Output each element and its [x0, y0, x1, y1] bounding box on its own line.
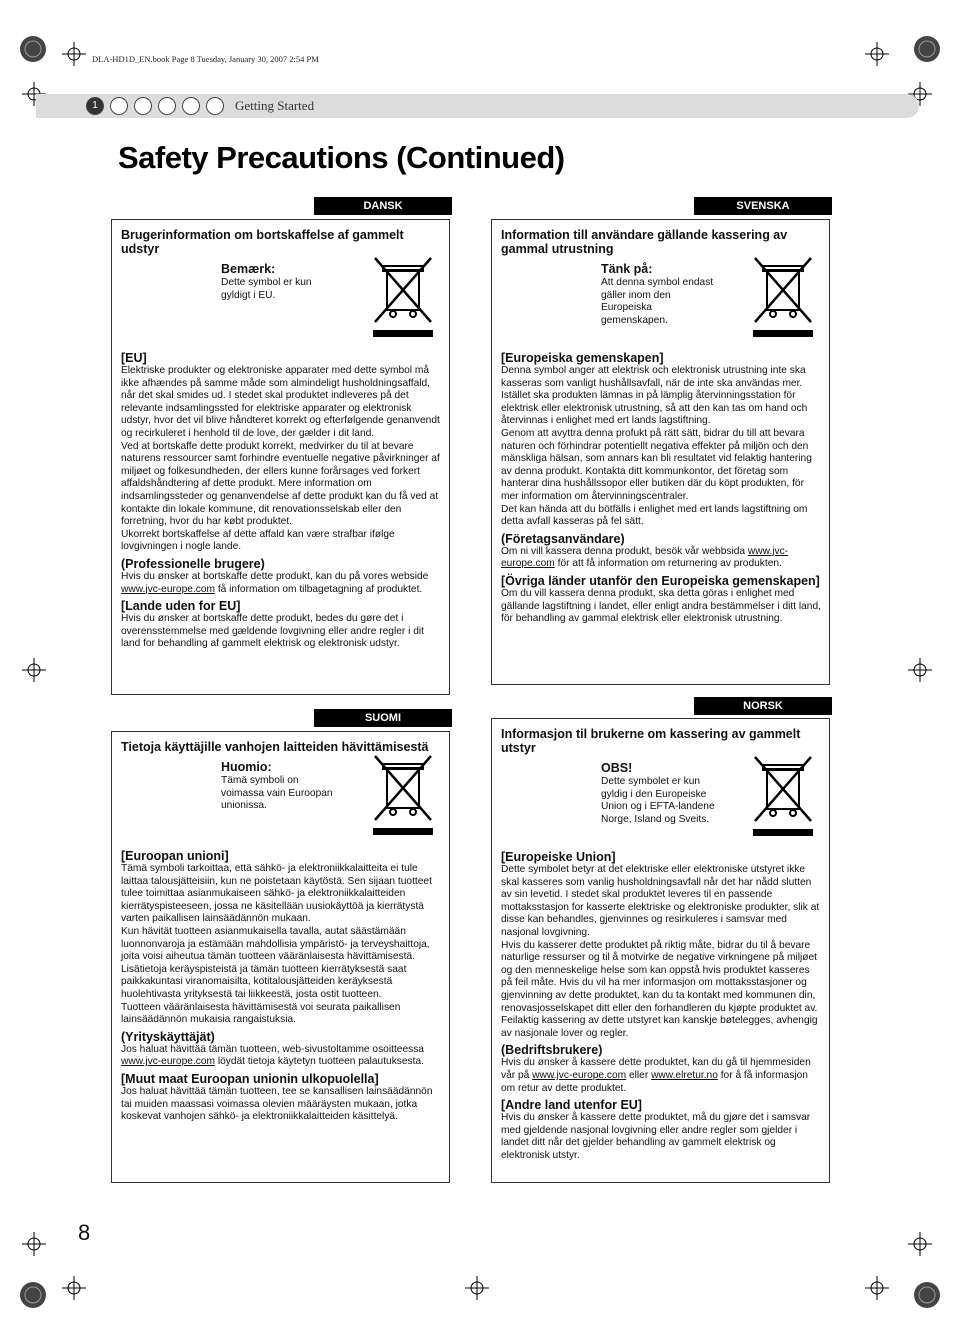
- section-body: Dette symbolet betyr at det elektriske eller elektroniske utstyret ikke skal kasseres som vanlig husholdningsavfall når det har nådd slutten av sin levetid. I stedet skal produktet leveres til en passende mottaksstasjon for kasserte elektriske og elektroniske produkter, slik at disse kan behandles, gjenvinnes og resirkuleres i samsvar med nasjonal lovgivning. Hvis du kasserer dette produktet på riktig måte, bidrar du til å bevare naturlige ressurser og til å motvirke de negative virkningene på miljøet og den menneskelige helse som kan oppstå hvis produktet kasseres på feil måte. Hvis du vil ha mer informasjon om mottaksstasjoner og gjenvinning av dette produktet, kan du ta kontakt med kommunen din, renovasjosselskapet ditt eller den forhandleren du kjøpte produktet av. Feilaktig kassering av dette utstyret kan kanskje bøtelegges, avhengig av nasjonale lover og regler.: [501, 864, 820, 1039]
- card-title: Tietoja käyttäjille vanhojen laitteiden hävittämisestä: [121, 740, 429, 754]
- website-link[interactable]: www.elretur.no: [651, 1069, 718, 1081]
- card-title: Information till användare gällande kassering av gammal utrustning: [501, 228, 788, 256]
- section-heading: [Euroopan unioni]: [121, 849, 229, 863]
- section-heading: [Europeiska gemenskapen]: [501, 351, 664, 365]
- corner-sunburst-mark: [912, 34, 942, 64]
- section-heading: [Övriga länder utanför den Europeiska gemenskapen]: [501, 573, 820, 588]
- section-heading: [EU]: [121, 351, 147, 365]
- section-heading: (Yrityskäyttäjät): [121, 1029, 215, 1044]
- notice-text: Dette symbol er kun gyldigt i EU.: [221, 277, 312, 301]
- notice: [501, 761, 821, 847]
- section-body: Hvis du ønsker at bortskaffe dette produkt, bedes du gøre det i overensstemmelse med gældende lovgivning eller andre regler i dit land for behandling af gammelt elektrisk og elektronisk udstyr.: [121, 613, 424, 650]
- notice: [121, 262, 441, 348]
- website-link[interactable]: www.jvc-europe.com: [121, 583, 215, 595]
- tab-dansk: DANSK: [314, 197, 452, 215]
- crosshair-mark: [62, 1276, 86, 1300]
- section-body: Om du vill kassera denna produkt, ska detta göras i enlighet med gällande lagstiftning i landet, eller enligt andra bestämmelser i ditt land, för behandling av gammal elektrisk eller elektronisk utrustning.: [501, 587, 821, 625]
- corner-sunburst-mark: [912, 1280, 942, 1310]
- section-body: Denna symbol anger att elektrisk och elektronisk utrustning inte ska kasseras som vanligt hushållsavfall, när de inte ska användas mer. Istället ska produkten lämnas in på lämplig återvinningsstation för elektrisk eller elektronisk utrustning, så att den kan tas om hand och återvinnas i enlighet med ert lands lagstiftning. Genom att avyttra denna profukt på rätt sätt, bidrar du till att bevara naturen och förhindrar potentiellt negativa effekter på miljön och den mänskliga hälsan, som annars kan bli resultatet vid felaktig hantering av denna produkt. Kontakta ditt kommunkontor, det företag som hanterar dina hushållssopor eller butiken där du köpt produkten, för mer information om återvinningscentraler. Det kan hända att du bötfälls i enlighet med ert lands lagstiftning om detta avfall kasseras på fel sätt.: [501, 365, 812, 528]
- website-link[interactable]: www.jvc-europe.com: [121, 1056, 215, 1068]
- notice-label: Bemærk:: [221, 262, 276, 276]
- section-body: Tämä symboli tarkoittaa, että sähkö- ja elektroniikkalaitteita ei tule laittaa talousjätteisiin, kun ne poistetaan käytöstä. Sen sijaan tuotteet tulee toimittaa asianmukaiseen sähkö- ja elektroniikkalaitteiden kierrätyspisteeseen, jossa ne käsitellään uusiokäyttöä ja kierrätystä varten paikallisen lainsäädännön mukaan. Kun hävität tuotteen asianmukaisella tavalla, autat säästämään luonnonvaroja ja estämään mahdollisia ympäristö- ja terveyshaittoja, joita voisi aiheutua tämän tuotteen vääränlaisesta hävittämisestä. Lisätietoja keräyspisteistä ja tämän tuotteen kierrätyksestä saat paikkakuntasi viranomaisilta, kotitalousjätteiden keräyksestä huolehtivasta yrityksestä tai liikkeestä, josta ostit tuotteen. Tuotteen vääränlaisesta hävittämisestä voi seurata paikallisen lainsäädännön mukaisia rangaistuksia.: [121, 863, 432, 1026]
- crossed-bin-icon: [371, 256, 435, 342]
- section-heading: (Professionelle brugere): [121, 556, 265, 571]
- crosshair-mark: [865, 42, 889, 66]
- section-body: Hvis du ønsker at bortskaffe dette produkt, kan du på vores webside www.jvc-europe.com få information om tilbagetagning af produktet.: [121, 570, 429, 595]
- crossed-bin-icon: [371, 754, 435, 840]
- notice-text: Dette symbolet er kun gyldig i den Europeiske Union og i EFTA-landene Norge, Island og Sveits.: [601, 776, 715, 825]
- section-body: Hvis du ønsker å kassere dette produktet, kan du gå til hjemmesiden vår på www.jvc-europe.com eller www.elretur.no for å få informasjon om retur av dette produktet.: [501, 1057, 811, 1094]
- crossed-bin-icon: [751, 256, 815, 342]
- section-heading: [Europeiske Union]: [501, 850, 616, 864]
- card-svenska: [491, 219, 830, 685]
- website-link[interactable]: www.jvc-europe.com: [501, 545, 789, 570]
- section-body: Jos haluat hävittää tämän tuotteen, web-sivustoltamme osoitteessa www.jvc-europe.com löydät tietoja käytetyn tuotteen palautuksesta.: [121, 1043, 424, 1068]
- section-body: Elektriske produkter og elektroniske apparater med dette symbol må ikke afhændes på samme måde som almindeligt husholdningsaffald, når det skal smides ud. I stedet skal produktet indleveres på det relevante indsamlingssted for elektriske apparater og elektronisk udstyr, hvor det vil blive håndteret korrekt og efterfølgende genanvendt og recirkuleret i henhold til de love, der gælder i dit land. Ved at bortskaffe dette produkt korrekt, medvirker du til at bevare naturens ressourcer samt forhindre eventuelle negative påvirkninger af miljøet og folkesundheden, der ellers kunne forårsages ved forkert affaldshåndtering af dette produkt. Mere information om indsamlingssteder og genanvendelse af dette produkt kan du få ved at kontakte din lokale kommune, dit renovationsselskab eller den forretning, hvor du har købt produktet. Ukorrekt bortskaffelse af dette affald kan være strafbar ifølge lovgivningen i nogle lande.: [121, 365, 440, 553]
- section-heading: [Lande uden for EU]: [121, 599, 241, 614]
- step-circle: [134, 97, 152, 115]
- notice-text: Att denna symbol endast gäller inom den Europeiska gemenskapen.: [601, 277, 714, 326]
- step-circle: [182, 97, 200, 115]
- notice: [121, 760, 441, 846]
- crosshair-mark: [22, 658, 46, 682]
- notice-label: OBS!: [601, 761, 633, 775]
- crosshair-mark: [22, 1232, 46, 1256]
- step-circle: [206, 97, 224, 115]
- notice-label: Huomio:: [221, 760, 272, 774]
- notice: [501, 262, 821, 348]
- section-body: Jos haluat hävittää tämän tuotteen, tee se kansallisen lainsäädännön tai muiden maassasi voimassa olevien määräysten mukaan, jotka koskevat vanhojen sähkö- ja elektroniikkalaitteiden käsittelyä.: [121, 1085, 433, 1123]
- step-circle: [158, 97, 176, 115]
- section-heading: (Företagsanvändare): [501, 531, 625, 546]
- card-title: Informasjon til brukerne om kassering av gammelt utstyr: [501, 727, 801, 755]
- step-circle: 1: [86, 97, 104, 115]
- corner-sunburst-mark: [18, 34, 48, 64]
- step-indicator: [86, 97, 224, 115]
- crossed-bin-icon: [751, 755, 815, 841]
- section-heading: [Muut maat Euroopan unionin ulkopuolella]: [121, 1071, 379, 1086]
- notice-label: Tänk på:: [601, 262, 653, 276]
- crosshair-mark: [465, 1276, 489, 1300]
- crosshair-mark: [865, 1276, 889, 1300]
- section-heading: (Bedriftsbrukere): [501, 1043, 603, 1058]
- section-label: Getting Started: [235, 98, 315, 113]
- tab-svenska: SVENSKA: [694, 197, 832, 215]
- corner-sunburst-mark: [18, 1280, 48, 1310]
- crosshair-mark: [62, 42, 86, 66]
- card-norsk: [491, 718, 830, 1183]
- notice-text: Tämä symboli on voimassa vain Euroopan unionissa.: [221, 775, 333, 811]
- page-number: 8: [78, 1220, 91, 1245]
- card-title: Brugerinformation om bortskaffelse af gammelt udstyr: [121, 228, 404, 256]
- tab-norsk: NORSK: [694, 697, 832, 715]
- website-link[interactable]: www.jvc-europe.com: [532, 1069, 627, 1081]
- card-dansk: [111, 219, 450, 695]
- tab-suomi: SUOMI: [314, 709, 452, 727]
- section-heading: [Andre land utenfor EU]: [501, 1098, 642, 1113]
- crosshair-mark: [908, 1232, 932, 1256]
- step-circle: [110, 97, 128, 115]
- section-body: Om ni vill kassera denna produkt, besök vår webbsida www.jvc-europe.com för att få information om returnering av produkten.: [501, 545, 789, 570]
- card-suomi: [111, 731, 450, 1183]
- crosshair-mark: [908, 658, 932, 682]
- page-title: Safety Precautions (Continued): [118, 140, 565, 175]
- print-info: DLA-HD1D_EN.book Page 8 Tuesday, January 30, 2007 2:54 PM: [92, 54, 319, 64]
- section-body: Hvis du ønsker å kassere dette produktet, må du gjøre det i samsvar med gjeldende nasjonal lovgivning eller andre regler som gjelder i landet ditt når det gjelder behandling av gammelt elektrisk og elektronisk utstyr.: [501, 1112, 811, 1161]
